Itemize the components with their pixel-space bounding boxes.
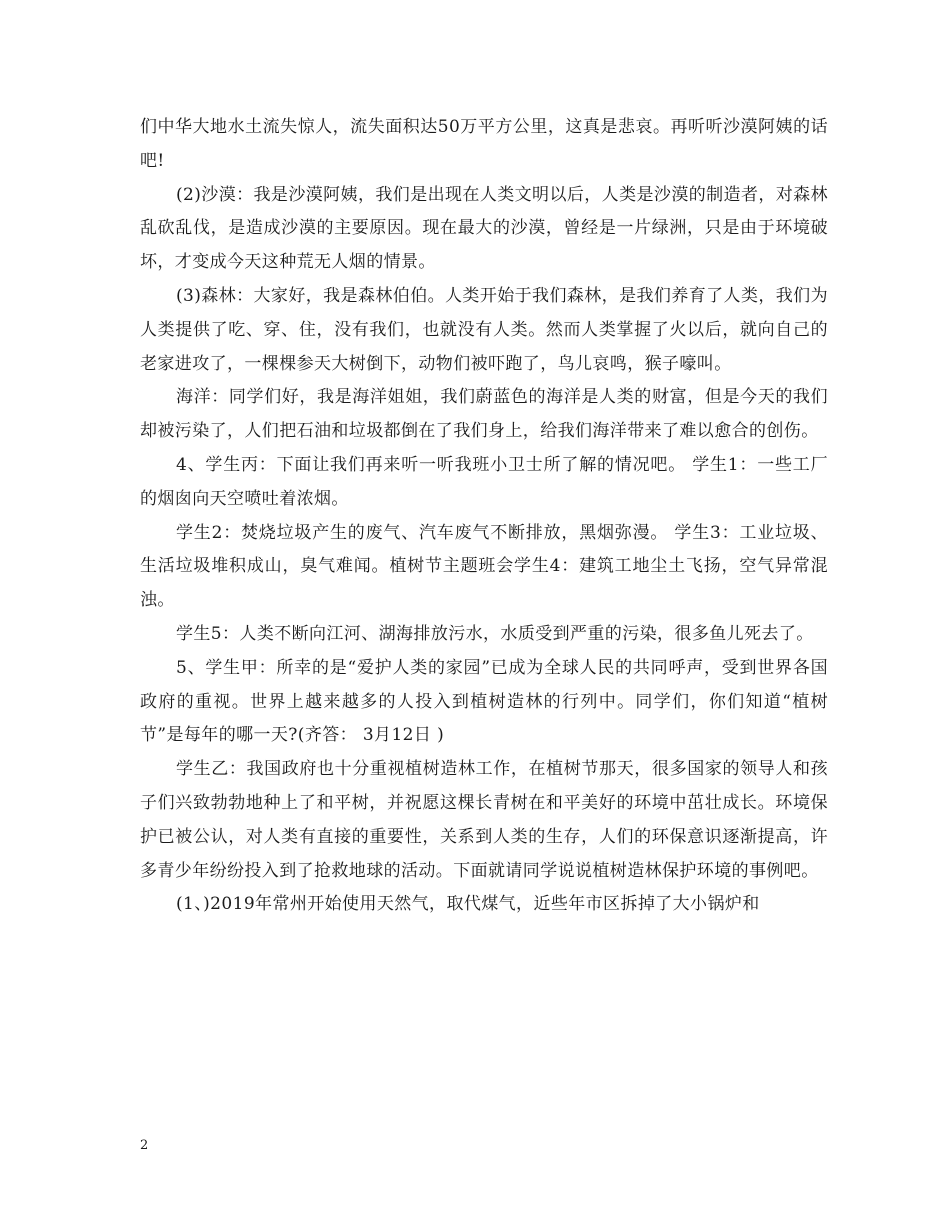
- page-number: 2: [140, 1138, 149, 1153]
- document-body: [140, 111, 828, 922]
- paragraph-8: 5、学生甲：所幸的是“爱护人类的家园”已成为全球人民的共同呼声，受到世界各国政府的重视。世界上越来越多的人投入到植树造林的行列中。同学们，你们知道“植树节”是每年的哪一天?(齐答： 3月12日 ): [140, 657, 828, 746]
- paragraph-4: 海洋：同学们好，我是海洋姐姐，我们蔚蓝色的海洋是人类的财富，但是今天的我们却被污染了，人们把石油和垃圾都倒在了我们身上，给我们海洋带来了难以愈合的创伤。: [140, 387, 828, 442]
- paragraph-6: 学生2：焚烧垃圾产生的废气、汽车废气不断排放，黑烟弥漫。 学生3：工业垃圾、生活垃圾堆积成山，臭气难闻。植树节主题班会学生4：建筑工地尘土飞扬，空气异常混浊。: [140, 522, 828, 611]
- paragraph-9: 学生乙：我国政府也十分重视植树造林工作，在植树节那天，很多国家的领导人和孩子们兴致勃勃地种上了和平树，并祝愿这棵长青树在和平美好的环境中茁壮成长。环境保护已被公认，对人类有直接的重要性，关系到人类的生存，人们的环保意识逐渐提高，许多青少年纷纷投入到了抢救地球的活动。下面就请同学说说植树造林保护环境的事例吧。: [140, 759, 828, 881]
- paragraph-1: 们中华大地水土流失惊人，流失面积达50万平方公里，这真是悲哀。再听听沙漠阿姨的话吧!: [140, 117, 828, 171]
- paragraph-3: (3)森林：大家好，我是森林伯伯。人类开始于我们森林，是我们养育了人类，我们为人类提供了吃、穿、住，没有我们，也就没有人类。然而人类掌握了火以后，就向自己的老家进攻了，一棵棵参天大树倒下，动物们被吓跑了，鸟儿哀鸣，猴子嚎叫。: [140, 285, 828, 374]
- paragraph-10: (1、)2019年常州开始使用天然气，取代煤气，近些年市区拆掉了大小锅炉和: [176, 894, 760, 915]
- paragraph-2: (2)沙漠：我是沙漠阿姨，我们是出现在人类文明以后，人类是沙漠的制造者，对森林乱砍乱伐，是造成沙漠的主要原因。现在最大的沙漠，曾经是一片绿洲，只是由于环境破坏，才变成今天这种荒无人烟的情景。: [140, 184, 828, 273]
- paragraph-7: 学生5：人类不断向江河、湖海排放污水，水质受到严重的污染，很多鱼儿死去了。: [176, 623, 814, 644]
- paragraph-5: 4、学生丙：下面让我们再来听一听我班小卫士所了解的情况吧。 学生1：一些工厂的烟囱向天空喷吐着浓烟。: [140, 454, 828, 509]
